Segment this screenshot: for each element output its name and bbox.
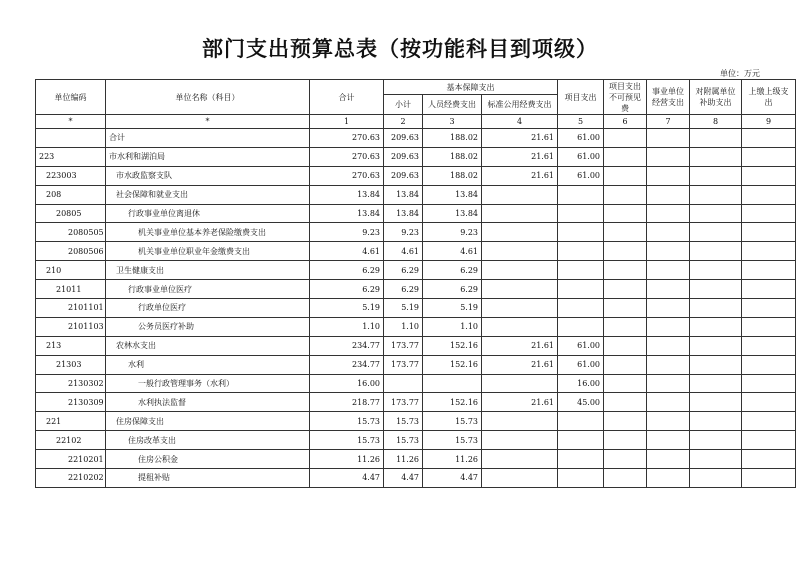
- row-code: 2101103: [36, 317, 106, 336]
- row-name: 住房公积金: [106, 450, 310, 469]
- numbering-cell: 8: [690, 115, 742, 129]
- row-name: 机关事业单位职业年金缴费支出: [106, 242, 310, 261]
- row-amount: 4.47: [310, 469, 384, 488]
- row-amount: [604, 129, 647, 148]
- row-amount: [604, 185, 647, 204]
- row-amount: [647, 412, 690, 431]
- row-amount: 13.84: [384, 204, 423, 223]
- row-name: 公务员医疗补助: [106, 317, 310, 336]
- row-amount: [690, 374, 742, 393]
- row-amount: [558, 242, 604, 261]
- row-amount: 270.63: [310, 147, 384, 166]
- row-amount: 21.61: [482, 147, 558, 166]
- row-amount: 21.61: [482, 129, 558, 148]
- table-row: [36, 317, 796, 336]
- row-amount: [690, 299, 742, 318]
- row-amount: [647, 166, 690, 185]
- row-amount: 173.77: [384, 336, 423, 355]
- row-amount: 11.26: [310, 450, 384, 469]
- row-amount: [647, 450, 690, 469]
- row-amount: [742, 242, 796, 261]
- table-row: [36, 166, 796, 185]
- row-amount: [647, 393, 690, 412]
- row-amount: [604, 280, 647, 299]
- header-unforeseen: 项目支出不可预见费: [604, 80, 647, 115]
- table-header: [36, 80, 796, 129]
- table-row: [36, 242, 796, 261]
- row-name: 社会保障和就业支出: [106, 185, 310, 204]
- row-code: 223003: [36, 166, 106, 185]
- table-row: [36, 261, 796, 280]
- row-amount: [647, 355, 690, 374]
- row-amount: 1.10: [384, 317, 423, 336]
- row-amount: 21.61: [482, 166, 558, 185]
- numbering-cell: 7: [647, 115, 690, 129]
- numbering-row: [36, 115, 796, 129]
- row-amount: 4.61: [423, 242, 482, 261]
- row-code: 2210201: [36, 450, 106, 469]
- row-amount: [647, 299, 690, 318]
- row-code: 2130302: [36, 374, 106, 393]
- row-amount: [482, 223, 558, 242]
- numbering-cell: 3: [423, 115, 482, 129]
- row-amount: 4.47: [423, 469, 482, 488]
- row-amount: 61.00: [558, 129, 604, 148]
- row-amount: [558, 412, 604, 431]
- row-amount: 61.00: [558, 336, 604, 355]
- row-name: 提租补贴: [106, 469, 310, 488]
- row-amount: [558, 317, 604, 336]
- table-row: [36, 223, 796, 242]
- row-amount: [742, 355, 796, 374]
- unit-label: 单位：万元: [720, 69, 760, 78]
- row-amount: [690, 261, 742, 280]
- row-amount: [690, 223, 742, 242]
- row-code: 210: [36, 261, 106, 280]
- row-amount: [482, 469, 558, 488]
- numbering-cell: 6: [604, 115, 647, 129]
- row-amount: 4.47: [384, 469, 423, 488]
- row-amount: [558, 185, 604, 204]
- header-subsidy: 对附属单位补助支出: [690, 80, 742, 115]
- row-amount: 13.84: [310, 185, 384, 204]
- row-amount: [558, 469, 604, 488]
- table-row: [36, 336, 796, 355]
- row-amount: 11.26: [423, 450, 482, 469]
- row-amount: [647, 317, 690, 336]
- row-amount: [604, 431, 647, 450]
- row-amount: [647, 469, 690, 488]
- row-amount: 21.61: [482, 336, 558, 355]
- header-name: 单位名称（科目）: [106, 80, 310, 115]
- row-amount: 152.16: [423, 355, 482, 374]
- row-name: 市水政监察支队: [106, 166, 310, 185]
- row-amount: [482, 412, 558, 431]
- row-amount: [742, 374, 796, 393]
- row-amount: [690, 166, 742, 185]
- row-amount: [558, 261, 604, 280]
- row-amount: [604, 223, 647, 242]
- row-amount: [742, 393, 796, 412]
- row-amount: [604, 450, 647, 469]
- header-subtotal: 小计: [384, 95, 423, 115]
- row-amount: [558, 450, 604, 469]
- row-name: 农林水支出: [106, 336, 310, 355]
- row-amount: 21.61: [482, 393, 558, 412]
- row-amount: [742, 431, 796, 450]
- table-body: [36, 129, 796, 488]
- numbering-cell: *: [36, 115, 106, 129]
- row-amount: 13.84: [423, 185, 482, 204]
- row-amount: [604, 147, 647, 166]
- row-amount: [690, 355, 742, 374]
- page-title: 部门支出预算总表（按功能科目到项级）: [202, 37, 598, 61]
- row-amount: [482, 242, 558, 261]
- row-amount: [482, 185, 558, 204]
- row-amount: [690, 431, 742, 450]
- row-amount: 15.73: [384, 431, 423, 450]
- row-amount: [690, 450, 742, 469]
- row-amount: 16.00: [310, 374, 384, 393]
- row-amount: [647, 431, 690, 450]
- table-row: [36, 431, 796, 450]
- row-amount: [604, 166, 647, 185]
- row-name: 市水利和湖泊局: [106, 147, 310, 166]
- row-name: 行政单位医疗: [106, 299, 310, 318]
- row-amount: [690, 280, 742, 299]
- row-amount: [604, 261, 647, 280]
- row-name: 水利执法监督: [106, 393, 310, 412]
- row-name: 合计: [106, 129, 310, 148]
- row-amount: 5.19: [423, 299, 482, 318]
- header-standard: 标准公用经费支出: [482, 95, 558, 115]
- numbering-cell: 5: [558, 115, 604, 129]
- row-name: 水利: [106, 355, 310, 374]
- row-name: 行政事业单位医疗: [106, 280, 310, 299]
- row-amount: 188.02: [423, 129, 482, 148]
- row-amount: [558, 280, 604, 299]
- row-amount: 6.29: [384, 261, 423, 280]
- numbering-cell: 9: [742, 115, 796, 129]
- row-amount: 13.84: [310, 204, 384, 223]
- row-amount: 6.29: [310, 280, 384, 299]
- row-amount: [604, 469, 647, 488]
- row-amount: [482, 280, 558, 299]
- row-amount: [604, 242, 647, 261]
- row-amount: 15.73: [310, 431, 384, 450]
- row-amount: [604, 317, 647, 336]
- row-code: 2130309: [36, 393, 106, 412]
- table-row: [36, 355, 796, 374]
- row-amount: [604, 374, 647, 393]
- row-amount: 5.19: [384, 299, 423, 318]
- row-amount: [604, 204, 647, 223]
- row-amount: 173.77: [384, 393, 423, 412]
- row-amount: 11.26: [384, 450, 423, 469]
- row-name: 一般行政管理事务（水利）: [106, 374, 310, 393]
- row-amount: [384, 374, 423, 393]
- row-amount: 209.63: [384, 129, 423, 148]
- row-amount: [604, 393, 647, 412]
- row-amount: [742, 147, 796, 166]
- row-name: 行政事业单位离退休: [106, 204, 310, 223]
- row-amount: [690, 129, 742, 148]
- row-amount: [742, 223, 796, 242]
- row-code: 208: [36, 185, 106, 204]
- row-amount: [742, 412, 796, 431]
- row-name: 卫生健康支出: [106, 261, 310, 280]
- row-amount: [690, 393, 742, 412]
- row-amount: 6.29: [423, 261, 482, 280]
- row-amount: [742, 469, 796, 488]
- row-amount: 234.77: [310, 355, 384, 374]
- row-amount: [742, 129, 796, 148]
- row-amount: [690, 336, 742, 355]
- row-amount: [558, 223, 604, 242]
- row-amount: [742, 185, 796, 204]
- row-amount: [604, 412, 647, 431]
- header-basic: 基本保障支出: [384, 80, 558, 95]
- header-business: 事业单位经营支出: [647, 80, 690, 115]
- row-amount: [690, 147, 742, 166]
- row-amount: 173.77: [384, 355, 423, 374]
- row-amount: [558, 431, 604, 450]
- row-amount: [690, 317, 742, 336]
- row-amount: [647, 185, 690, 204]
- row-amount: 6.29: [423, 280, 482, 299]
- row-amount: [482, 317, 558, 336]
- row-amount: [482, 431, 558, 450]
- row-name: 机关事业单位基本养老保险缴费支出: [106, 223, 310, 242]
- row-amount: [647, 261, 690, 280]
- row-amount: 209.63: [384, 166, 423, 185]
- row-amount: [558, 204, 604, 223]
- row-amount: [558, 299, 604, 318]
- row-amount: 61.00: [558, 355, 604, 374]
- row-amount: [482, 204, 558, 223]
- row-amount: 16.00: [558, 374, 604, 393]
- row-amount: 209.63: [384, 147, 423, 166]
- row-code: 2080506: [36, 242, 106, 261]
- row-amount: 270.63: [310, 166, 384, 185]
- table-row: [36, 412, 796, 431]
- row-amount: 1.10: [423, 317, 482, 336]
- row-amount: 270.63: [310, 129, 384, 148]
- row-code: 2080505: [36, 223, 106, 242]
- row-amount: [647, 280, 690, 299]
- row-code: 2210202: [36, 469, 106, 488]
- row-code: 21011: [36, 280, 106, 299]
- row-name: 住房保障支出: [106, 412, 310, 431]
- table-row: [36, 129, 796, 148]
- row-amount: [690, 469, 742, 488]
- row-amount: 9.23: [384, 223, 423, 242]
- header-total: 合计: [310, 80, 384, 115]
- table-row: [36, 450, 796, 469]
- row-amount: 1.10: [310, 317, 384, 336]
- row-amount: [742, 280, 796, 299]
- numbering-cell: 4: [482, 115, 558, 129]
- row-amount: [647, 223, 690, 242]
- row-amount: [423, 374, 482, 393]
- budget-table: [35, 79, 796, 488]
- row-amount: [482, 450, 558, 469]
- table-row: [36, 185, 796, 204]
- row-amount: 4.61: [310, 242, 384, 261]
- row-code: 21303: [36, 355, 106, 374]
- row-code: [36, 129, 106, 148]
- row-amount: 15.73: [310, 412, 384, 431]
- row-amount: 21.61: [482, 355, 558, 374]
- row-amount: [690, 412, 742, 431]
- header-code: 单位编码: [36, 80, 106, 115]
- row-amount: 61.00: [558, 147, 604, 166]
- row-amount: [742, 261, 796, 280]
- row-amount: [742, 299, 796, 318]
- table-row: [36, 280, 796, 299]
- table-row: [36, 204, 796, 223]
- row-amount: [604, 336, 647, 355]
- row-amount: [742, 317, 796, 336]
- row-code: 20805: [36, 204, 106, 223]
- numbering-cell: 1: [310, 115, 384, 129]
- row-amount: 13.84: [423, 204, 482, 223]
- table-row: [36, 147, 796, 166]
- row-amount: 13.84: [384, 185, 423, 204]
- table-row: [36, 299, 796, 318]
- row-amount: 5.19: [310, 299, 384, 318]
- row-code: 22102: [36, 431, 106, 450]
- row-amount: 4.61: [384, 242, 423, 261]
- row-amount: [482, 374, 558, 393]
- row-amount: [647, 242, 690, 261]
- row-amount: [647, 129, 690, 148]
- row-code: 221: [36, 412, 106, 431]
- row-amount: 15.73: [384, 412, 423, 431]
- row-amount: [690, 185, 742, 204]
- row-amount: [742, 336, 796, 355]
- table-row: [36, 393, 796, 412]
- numbering-cell: 2: [384, 115, 423, 129]
- row-amount: [742, 450, 796, 469]
- header-personnel: 人员经费支出: [423, 95, 482, 115]
- row-amount: 218.77: [310, 393, 384, 412]
- row-amount: 9.23: [423, 223, 482, 242]
- row-amount: 152.16: [423, 336, 482, 355]
- row-amount: 15.73: [423, 431, 482, 450]
- row-amount: 15.73: [423, 412, 482, 431]
- row-amount: [647, 374, 690, 393]
- row-name: 住房改革支出: [106, 431, 310, 450]
- row-amount: 6.29: [384, 280, 423, 299]
- row-amount: [690, 204, 742, 223]
- row-code: 223: [36, 147, 106, 166]
- row-amount: 61.00: [558, 166, 604, 185]
- row-amount: [742, 204, 796, 223]
- row-amount: 188.02: [423, 166, 482, 185]
- header-project: 项目支出: [558, 80, 604, 115]
- row-amount: 234.77: [310, 336, 384, 355]
- row-amount: [604, 299, 647, 318]
- table-row: [36, 374, 796, 393]
- row-amount: [647, 204, 690, 223]
- row-amount: [604, 355, 647, 374]
- row-amount: [482, 299, 558, 318]
- row-amount: 9.23: [310, 223, 384, 242]
- row-amount: [647, 336, 690, 355]
- row-code: 213: [36, 336, 106, 355]
- row-amount: 188.02: [423, 147, 482, 166]
- row-code: 2101101: [36, 299, 106, 318]
- table-row: [36, 469, 796, 488]
- row-amount: [690, 242, 742, 261]
- numbering-cell: *: [106, 115, 310, 129]
- row-amount: 45.00: [558, 393, 604, 412]
- row-amount: [742, 166, 796, 185]
- row-amount: [647, 147, 690, 166]
- header-upper: 上缴上级支出: [742, 80, 796, 115]
- row-amount: 152.16: [423, 393, 482, 412]
- row-amount: [482, 261, 558, 280]
- row-amount: 6.29: [310, 261, 384, 280]
